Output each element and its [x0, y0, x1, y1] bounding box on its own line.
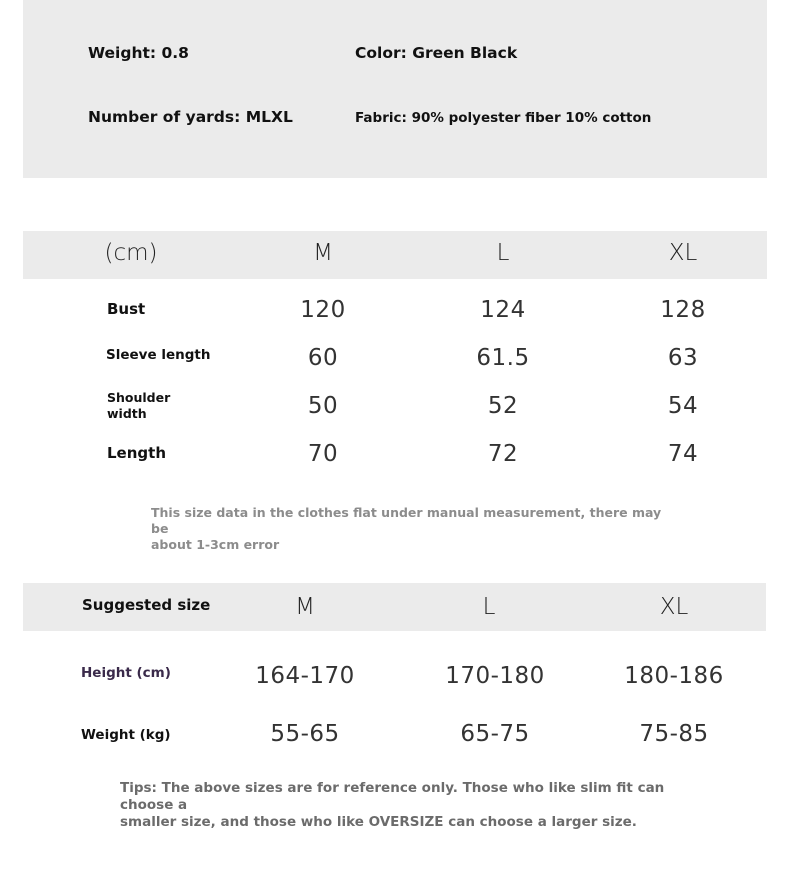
table-cell: 54	[667, 393, 699, 419]
row-label-height: Height (cm)	[81, 665, 171, 681]
tips-note	[120, 780, 720, 831]
size-header-m: M	[313, 240, 333, 266]
table-cell: 128	[660, 297, 706, 323]
yards-label: Number of yards: MLXL	[88, 108, 293, 126]
note-line: about 1-3cm error	[151, 537, 280, 552]
table-cell: 60	[307, 345, 339, 371]
tips-line: Tips: The above sizes are for reference only. Those who like slim fit can choose a	[120, 780, 665, 813]
table-cell: 120	[300, 297, 346, 323]
table-cell: 180-186	[624, 663, 724, 689]
table-cell: 170-180	[445, 663, 545, 689]
table-cell: 124	[480, 297, 526, 323]
suggested-header-m: M	[295, 594, 315, 620]
table-cell: 74	[667, 441, 699, 467]
table-cell: 61.5	[476, 345, 530, 371]
table-cell: 52	[487, 393, 519, 419]
fabric-label: Fabric: 90% polyester fiber 10% cotton	[355, 110, 652, 126]
product-info-panel	[23, 0, 767, 178]
row-label-length: Length	[107, 444, 166, 462]
note-line: This size data in the clothes flat under manual measurement, there may be	[151, 505, 662, 536]
row-label-shoulder: Shoulder	[107, 390, 171, 405]
row-label-width: width	[107, 406, 147, 421]
table-cell: 164-170	[255, 663, 355, 689]
table-cell: 70	[307, 441, 339, 467]
weight-label: Weight: 0.8	[88, 44, 189, 62]
suggested-size-header: Suggested size	[82, 596, 211, 614]
suggested-header-xl: XL	[659, 594, 689, 620]
table-cell: 63	[667, 345, 699, 371]
row-label-sleeve-length: Sleeve length	[106, 347, 211, 363]
measurement-note	[151, 505, 671, 553]
suggested-header-l: L	[482, 594, 496, 620]
table-cell: 65-75	[460, 721, 530, 747]
row-label-bust: Bust	[107, 300, 146, 318]
size-header-xl: XL	[668, 240, 698, 266]
table-cell: 72	[487, 441, 519, 467]
row-label-weight: Weight (kg)	[81, 727, 171, 743]
unit-header: (cm)	[104, 240, 158, 266]
size-header-l: L	[496, 240, 510, 266]
tips-line: smaller size, and those who like OVERSIZE can choose a larger size.	[120, 814, 637, 830]
table-cell: 50	[307, 393, 339, 419]
table-cell: 75-85	[639, 721, 709, 747]
color-label: Color: Green Black	[355, 44, 518, 62]
table-cell: 55-65	[270, 721, 340, 747]
